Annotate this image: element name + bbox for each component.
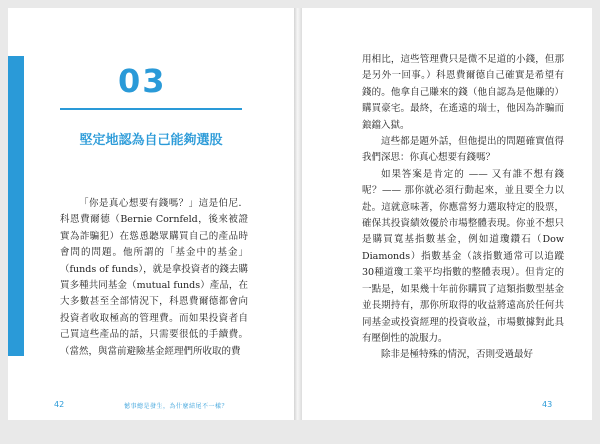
paragraph: 這些都是題外話，但他提出的問題確實值得我們深思：你真心想要有錢嗎？ [362,136,564,164]
page-number: 43 [542,400,553,409]
chapter-accent-bar [8,56,24,356]
left-page [8,8,294,420]
paragraph: 「你是真心想要有錢嗎？」這是伯尼．科恩費爾德（Bernie Cornfeld，後來被證實為詐騙犯）在慫恿聽眾購買自己的產品時會問的問題。他所謂的「基金中的基金」（funds of funds），就是拿投資者的錢去購買多種共同基金（mutual funds）產品，在大多數甚至全部情況下，科恩費爾德都會向投資者收取極高的管理費。而如果投資者自己買這些產品的話，只需要很低的手續費。（當然，與當前避險基金經理們所收取的費 [60,198,248,357]
paragraph: 除非是極特殊的情況，否則受過最好 [381,349,534,361]
right-body-text [362,52,564,364]
chapter-title: 堅定地認為自己能夠選股 [79,133,223,148]
chapter-divider [60,108,242,110]
right-page [302,8,592,420]
paragraph: 如果答案是肯定的 —— 又有誰不想有錢呢？—— 那你就必須行動起來，並且要全力以赴。這就意味著，你應當努力選取特定的股票，確保其投資績效優於市場整體表現。你並不想只是購買寬基指數基金，例如道瓊鑽石（Dow Diamonds）指數基金（該指數通常可以追蹤30種道瓊工業平均指數的整體表現）。但肯定的一點是，如果幾十年前你購買了這類指數型基金並長期持有，那你所取得的收益將遠高於任何共同基金或投資經理的投資收益，市場數據對此具有壓倒性的說服力。 [362,168,564,344]
running-header: 憾事總是發生，為什麼結尾不一樣？ [124,403,229,410]
page-number: 42 [54,400,65,409]
left-body-text [60,196,248,360]
chapter-number: 03 [118,62,167,100]
paragraph: 用相比，這些管理費只是微不足道的小錢，但那是另外一回事。）科恩費爾德自己確實是希望有錢的。他拿自己賺來的錢（他自認為是他賺的）購買豪宅。最終，在遙遠的瑞士，他因為詐騙而鋃鐺入獄。 [362,54,564,131]
book-gutter [294,8,302,420]
